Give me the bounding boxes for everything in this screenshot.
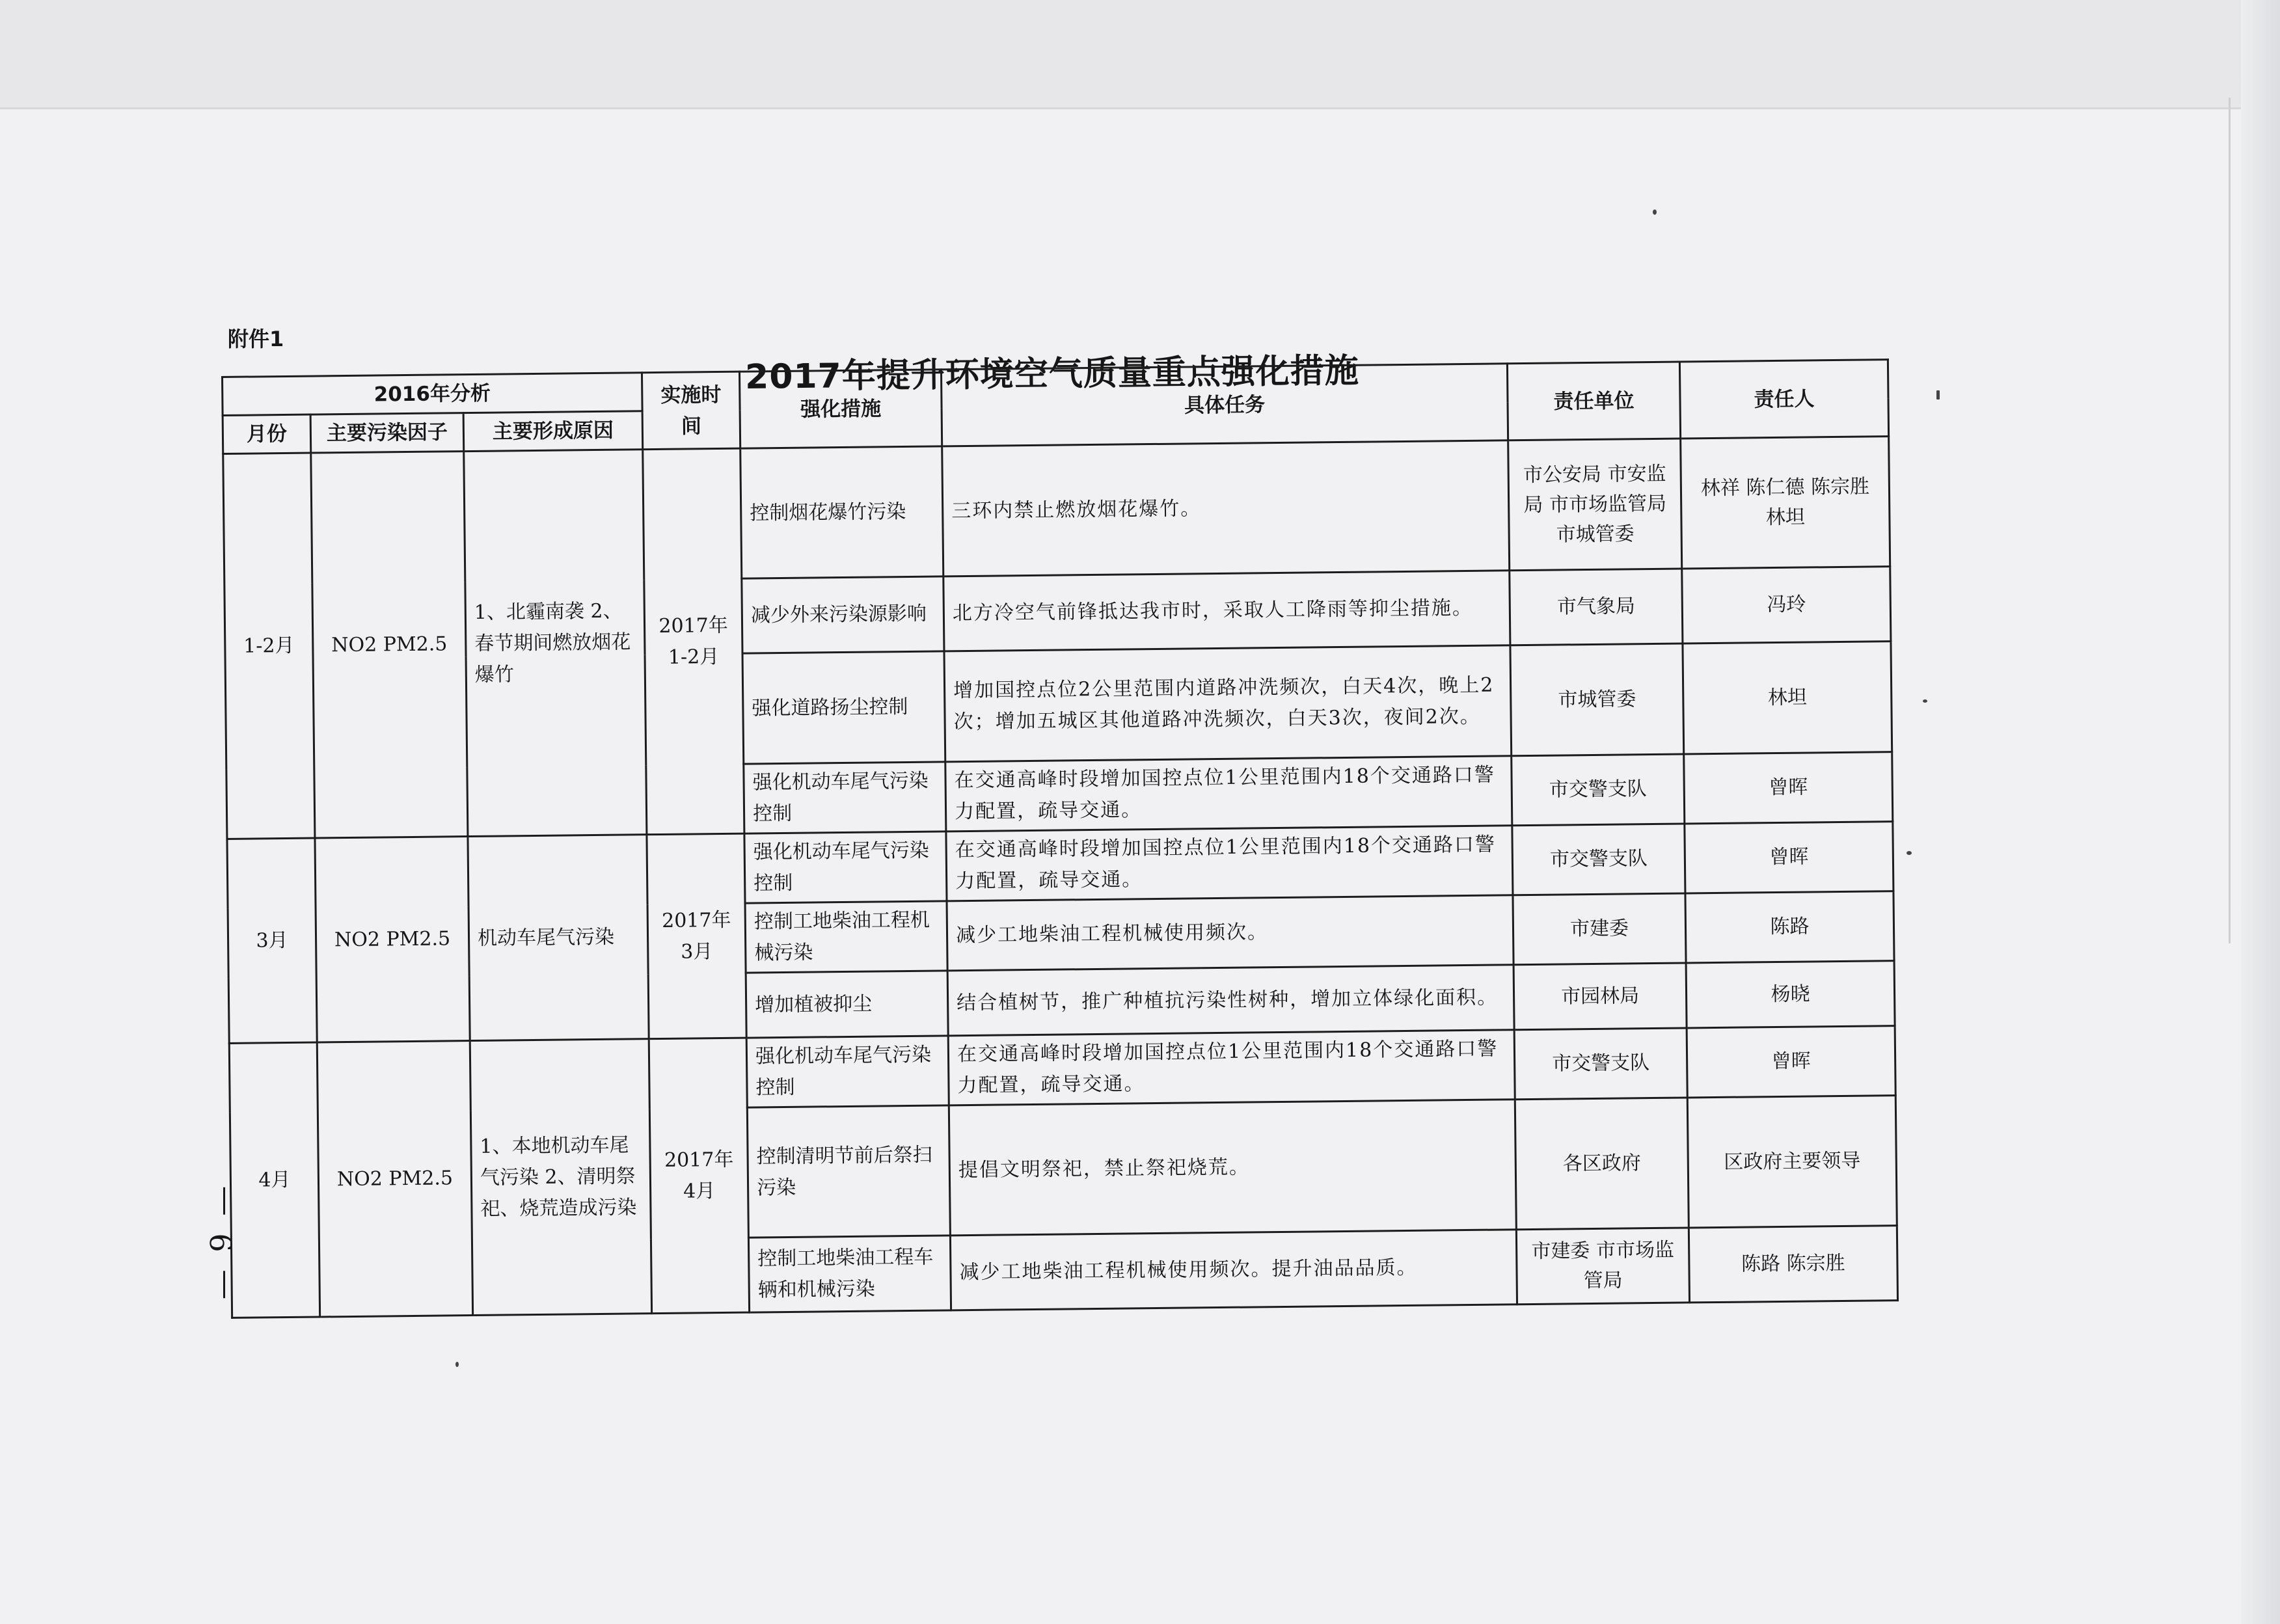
month-cell: 3月 bbox=[227, 838, 317, 1043]
cause-cell: 机动车尾气污染 bbox=[468, 835, 649, 1041]
person-cell: 冯玲 bbox=[1682, 567, 1891, 643]
scan-speck bbox=[1923, 699, 1927, 703]
pollutant-cell: NO2 PM2.5 bbox=[311, 452, 468, 838]
document-title: 2017年提升环境空气质量重点强化措施 bbox=[744, 351, 1360, 397]
header-task: 具体任务 bbox=[941, 364, 1508, 446]
unit-cell: 各区政府 bbox=[1515, 1098, 1689, 1230]
task-cell: 北方冷空气前锋抵达我市时，采取人工降雨等抑尘措施。 bbox=[943, 571, 1510, 651]
unit-cell: 市城管委 bbox=[1510, 643, 1684, 756]
person-cell: 曾晖 bbox=[1684, 752, 1893, 824]
measure-cell: 增加植被抑尘 bbox=[746, 971, 948, 1038]
pollutant-cell: NO2 PM2.5 bbox=[315, 837, 470, 1042]
measure-cell: 强化机动车尾气污染控制 bbox=[744, 832, 947, 903]
task-cell: 减少工地柴油工程机械使用频次。 bbox=[947, 895, 1513, 971]
measure-cell: 控制工地柴油工程车辆和机械污染 bbox=[748, 1236, 951, 1312]
person-cell: 林坦 bbox=[1683, 642, 1892, 754]
header-pollutant: 主要污染因子 bbox=[310, 413, 464, 453]
task-cell: 结合植树节，推广种植抗污染性树种，增加立体绿化面积。 bbox=[947, 965, 1514, 1036]
person-cell: 曾晖 bbox=[1687, 1026, 1895, 1098]
header-cause: 主要形成原因 bbox=[463, 411, 643, 452]
header-month: 月份 bbox=[223, 414, 311, 453]
measure-cell: 控制工地柴油工程机械污染 bbox=[745, 901, 947, 973]
measures-table-container bbox=[221, 359, 1897, 1319]
unit-cell: 市建委 bbox=[1513, 893, 1686, 965]
period-cell: 2017年 3月 bbox=[647, 833, 746, 1039]
scan-speck bbox=[1907, 851, 1912, 855]
cause-cell: 1、本地机动车尾气污染 2、清明祭祀、烧荒造成污染 bbox=[470, 1039, 651, 1316]
measures-table bbox=[221, 359, 1899, 1319]
unit-cell: 市园林局 bbox=[1513, 963, 1687, 1030]
person-cell: 曾晖 bbox=[1685, 822, 1893, 893]
header-person: 责任人 bbox=[1679, 360, 1888, 439]
unit-cell: 市建委 市市场监管局 bbox=[1516, 1228, 1689, 1305]
annex-label: 附件1 bbox=[228, 327, 284, 351]
month-cell: 4月 bbox=[229, 1042, 319, 1318]
task-cell: 在交通高峰时段增加国控点位1公里范围内18个交通路口警力配置，疏导交通。 bbox=[945, 756, 1512, 832]
header-measure: 强化措施 bbox=[740, 370, 942, 448]
task-cell: 三环内禁止燃放烟花爆竹。 bbox=[942, 440, 1510, 576]
task-cell: 在交通高峰时段增加国控点位1公里范围内18个交通路口警力配置，疏导交通。 bbox=[946, 826, 1513, 901]
person-cell: 杨晓 bbox=[1686, 961, 1895, 1028]
header-unit: 责任单位 bbox=[1507, 362, 1680, 440]
unit-cell: 市交警支队 bbox=[1514, 1028, 1687, 1100]
scan-top-band bbox=[0, 0, 2280, 109]
unit-cell: 市公安局 市安监局 市市场监管局 市城管委 bbox=[1508, 439, 1682, 571]
month-cell: 1-2月 bbox=[223, 453, 315, 839]
measure-cell: 强化道路扬尘控制 bbox=[742, 651, 945, 764]
header-2016-analysis: 2016年分析 bbox=[223, 373, 643, 416]
cause-cell: 1、北霾南袭 2、春节期间燃放烟花爆竹 bbox=[464, 450, 647, 837]
task-cell: 提倡文明祭祀，禁止祭祀烧荒。 bbox=[949, 1100, 1516, 1236]
person-cell: 陈路 bbox=[1685, 891, 1894, 963]
scan-right-edge bbox=[2241, 0, 2280, 1624]
measure-cell: 控制清明节前后祭扫污染 bbox=[747, 1105, 950, 1238]
unit-cell: 市气象局 bbox=[1510, 569, 1683, 645]
scan-edge-line bbox=[2229, 98, 2231, 943]
unit-cell: 市交警支队 bbox=[1512, 824, 1685, 895]
header-row-1 bbox=[223, 360, 1889, 416]
measure-cell: 减少外来污染源影响 bbox=[742, 576, 944, 653]
scan-speck bbox=[455, 1362, 459, 1367]
pollutant-cell: NO2 PM2.5 bbox=[317, 1041, 472, 1317]
person-cell: 区政府主要领导 bbox=[1687, 1096, 1897, 1228]
header-period: 实施时间 bbox=[642, 372, 740, 450]
task-cell: 减少工地柴油工程机械使用频次。提升油品品质。 bbox=[950, 1230, 1517, 1310]
unit-cell: 市交警支队 bbox=[1512, 754, 1685, 826]
task-cell: 增加国控点位2公里范围内道路冲洗频次，白天4次，晚上2次；增加五城区其他道路冲洗频次，白天3次，夜间2次。 bbox=[944, 645, 1512, 762]
period-cell: 2017年 1-2月 bbox=[643, 448, 744, 835]
measure-cell: 强化机动车尾气污染控制 bbox=[744, 762, 946, 833]
person-cell: 林祥 陈仁德 陈宗胜 林坦 bbox=[1681, 437, 1890, 569]
person-cell: 陈路 陈宗胜 bbox=[1689, 1226, 1897, 1303]
measure-cell: 控制烟花爆竹污染 bbox=[740, 446, 943, 578]
period-cell: 2017年 4月 bbox=[649, 1038, 749, 1314]
table-row bbox=[223, 437, 1890, 584]
task-cell: 在交通高峰时段增加国控点位1公里范围内18个交通路口警力配置，疏导交通。 bbox=[948, 1030, 1515, 1105]
page-number: — 9 — bbox=[204, 1182, 239, 1300]
scan-speck bbox=[1936, 390, 1940, 399]
scan-speck bbox=[1653, 210, 1657, 215]
measure-cell: 强化机动车尾气污染控制 bbox=[746, 1036, 949, 1107]
